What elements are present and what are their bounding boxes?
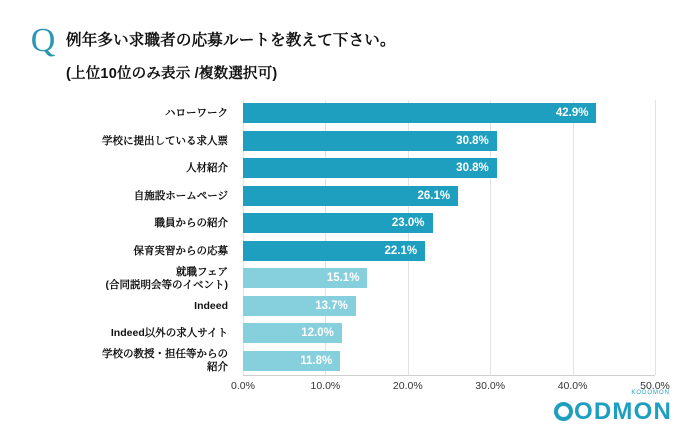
bar-series bbox=[243, 100, 655, 375]
bar-row bbox=[243, 100, 655, 128]
category-label-line: Indeed bbox=[194, 299, 228, 312]
codmon-logo bbox=[536, 390, 672, 428]
x-tick-label: 40.0% bbox=[557, 380, 588, 392]
category-label-line: 紹介 bbox=[207, 361, 228, 374]
category-label-line: 自施設ホームページ bbox=[133, 189, 228, 202]
bar-value-label: 30.8% bbox=[456, 134, 489, 147]
bar-value-label: 13.7% bbox=[315, 299, 348, 312]
bar-row bbox=[243, 348, 655, 376]
bar-value-label: 23.0% bbox=[391, 217, 425, 229]
bar-row bbox=[243, 128, 655, 156]
category-label bbox=[111, 327, 228, 340]
page-subtitle: (上位10位のみ表示 /複数選択可) bbox=[66, 66, 278, 82]
x-tick-label: 50.0% bbox=[640, 380, 670, 392]
category-label bbox=[134, 245, 229, 258]
bar-value-label: 42.9% bbox=[555, 107, 589, 119]
category-labels bbox=[0, 100, 236, 375]
bar-row bbox=[243, 155, 655, 183]
x-tick-label: 20.0% bbox=[392, 380, 423, 392]
bar-row bbox=[243, 238, 655, 266]
category-label bbox=[186, 162, 228, 175]
bar-row bbox=[243, 293, 655, 321]
category-label bbox=[106, 266, 229, 292]
bar-row bbox=[243, 183, 655, 211]
category-label-line: ハローワーク bbox=[165, 107, 228, 120]
category-label-line: 学校の教授・担任等からの bbox=[102, 348, 228, 361]
bar-row bbox=[243, 320, 655, 348]
question-mark-icon: Q bbox=[30, 22, 56, 59]
category-label-line: (合同説明会等のイベント) bbox=[105, 278, 228, 291]
category-label bbox=[194, 300, 228, 313]
page-title: 例年多い求職者の応募ルートを教えて下さい。 bbox=[66, 32, 396, 49]
logo-ring-icon bbox=[554, 402, 573, 421]
gridline-5 bbox=[655, 100, 656, 375]
chart-header bbox=[0, 0, 700, 92]
x-tick-label: 0.0% bbox=[231, 380, 255, 392]
plot-area bbox=[243, 100, 655, 375]
logo-wordmark: ODMON bbox=[554, 398, 672, 426]
category-label-line: 就職フェア bbox=[176, 265, 228, 278]
bar-value-label: 30.8% bbox=[456, 162, 489, 174]
category-label-line: 職員からの紹介 bbox=[154, 217, 228, 230]
bar-row bbox=[243, 210, 655, 238]
x-tick-label: 30.0% bbox=[475, 380, 506, 392]
bar-row bbox=[243, 265, 655, 293]
category-label bbox=[155, 217, 229, 230]
bar-value-label: 22.1% bbox=[384, 244, 418, 257]
category-label-line: 保育実習からの応募 bbox=[133, 244, 228, 257]
logo-subtitle: KODOMON bbox=[631, 390, 670, 396]
category-label bbox=[134, 190, 228, 203]
bar-value-label: 26.1% bbox=[417, 189, 451, 202]
category-label bbox=[165, 107, 228, 120]
category-label-line: 人材紹介 bbox=[186, 162, 228, 175]
category-label-line: 学校に提出している求人票 bbox=[102, 134, 228, 147]
bar-chart bbox=[0, 92, 700, 392]
x-tick-label: 10.0% bbox=[310, 380, 341, 392]
bar-value-label: 11.8% bbox=[300, 354, 333, 367]
category-label bbox=[102, 135, 228, 148]
bar-value-label: 15.1% bbox=[326, 272, 360, 284]
bar-value-label: 12.0% bbox=[301, 327, 334, 339]
x-axis-line bbox=[243, 375, 655, 376]
category-label bbox=[102, 348, 228, 374]
category-label-line: Indeed以外の求人サイト bbox=[110, 327, 228, 340]
